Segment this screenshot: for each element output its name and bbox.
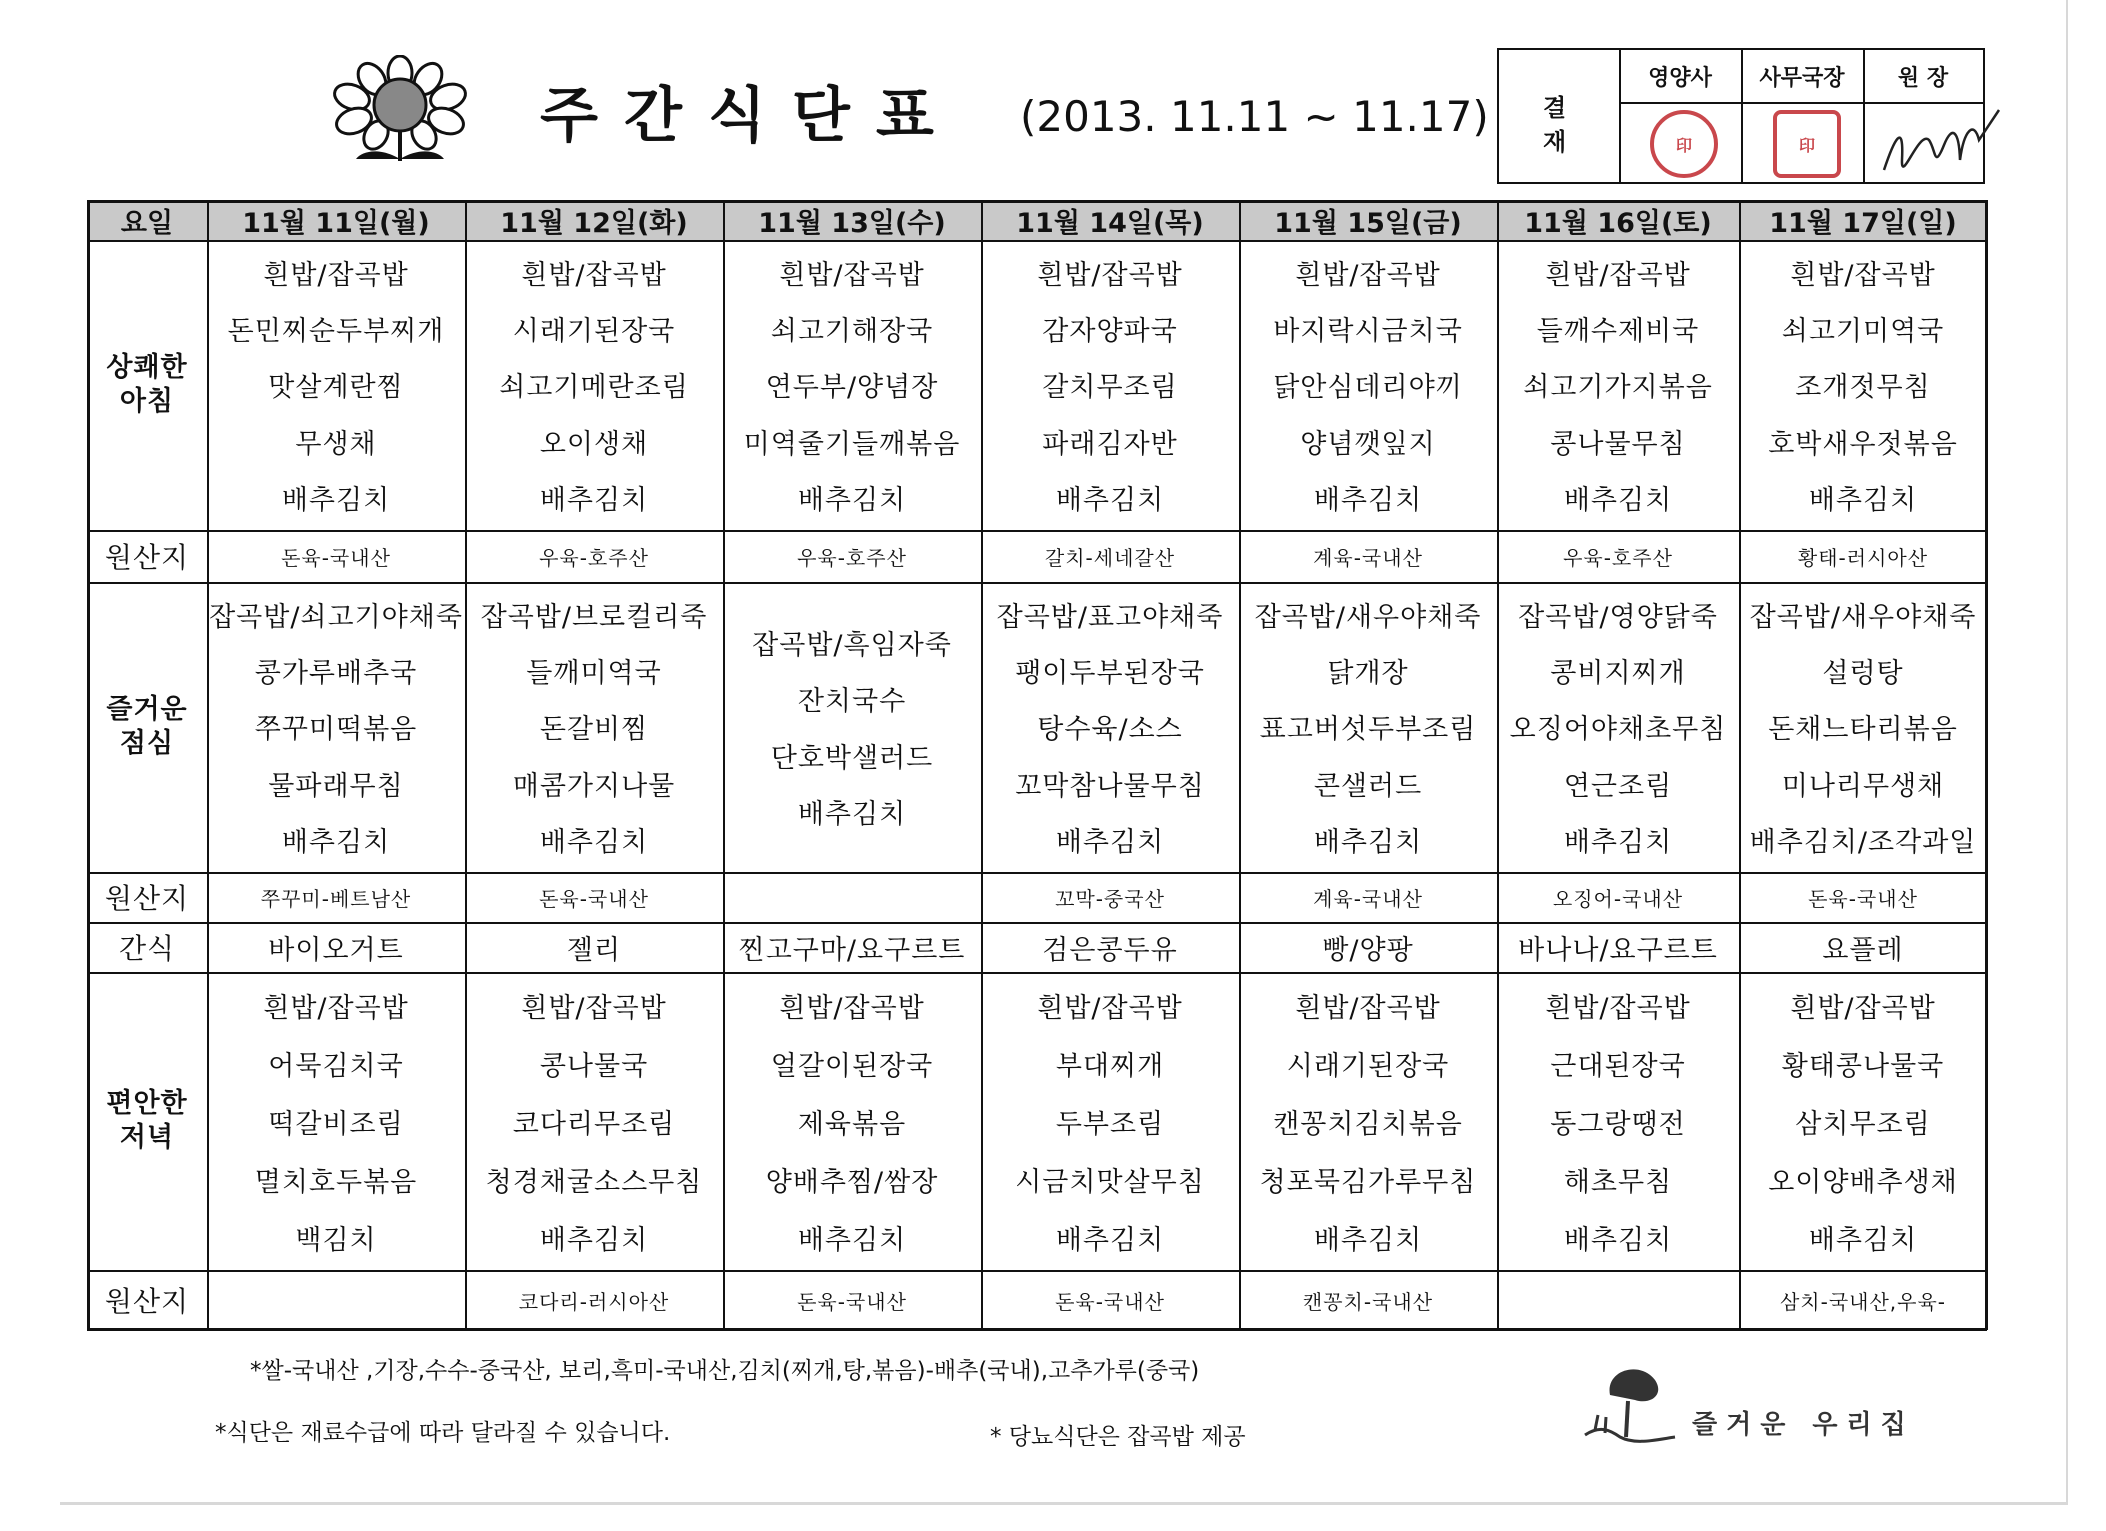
lunch-menu-item: 닭개장 [1327,658,1409,690]
lunch-menu-item: 콩비지찌개 [1550,658,1686,690]
breakfast-menu-item: 흰밥/잡곡밥 [1037,259,1183,291]
row-divider [87,530,1987,532]
breakfast-menu-item: 시래기된장국 [512,316,676,348]
dinner-menu-item: 양배추찜/쌈장 [765,1166,939,1198]
snack-item: 바이오거트 [268,934,404,966]
dinner-menu-item: 흰밥/잡곡밥 [1037,992,1183,1024]
snack-item: 요플레 [1822,934,1904,966]
snack-item: 바나나/요구르트 [1518,934,1718,966]
lunch-menu-item: 배추김치/조각과일 [1749,827,1977,859]
dinner-menu-item: 떡갈비조림 [268,1108,404,1140]
breakfast-menu-item: 쇠고기미역국 [1781,316,1945,348]
breakfast-menu-item: 양념깻잎지 [1300,428,1436,460]
approval-role-dietitian: 영양사 [1619,50,1743,104]
lunch-menu-item: 배추김치 [1563,827,1673,859]
lunch-menu-item: 잡곡밥/새우야채죽 [1749,601,1977,633]
lunch-origin: 꼬막-중국산 [1055,886,1165,911]
breakfast-origin: 우육-호주산 [539,545,649,570]
approval-box [1497,48,1985,184]
breakfast-menu-item: 배추김치 [1808,485,1918,517]
lunch-menu-item: 콘샐러드 [1313,770,1423,802]
dinner-menu-item: 배추김치 [1313,1224,1423,1256]
snack-item: 검은콩두유 [1042,934,1178,966]
breakfast-menu-item: 흰밥/잡곡밥 [1295,259,1441,291]
day-header: 11월 17일(일) [1739,200,1987,240]
snack-item: 젤리 [566,934,622,966]
breakfast-menu-item: 배추김치 [797,485,907,517]
lunch-menu-item: 단호박샐러드 [770,742,934,774]
dinner-menu-item: 멸치호두볶음 [254,1166,418,1198]
breakfast-menu-item: 오이생채 [539,428,649,460]
scan-edge-right [2066,0,2068,1505]
dinner-menu-item: 백김치 [295,1224,377,1256]
approval-role-director: 원 장 [1863,50,1983,104]
dinner-menu-item: 오이양배추생채 [1768,1166,1958,1198]
breakfast-menu-item: 배추김치 [1313,485,1423,517]
dinner-menu-item: 배추김치 [1055,1224,1165,1256]
breakfast-menu-item: 갈치무조림 [1042,372,1178,404]
row-divider [87,872,1987,874]
dinner-menu-item: 청경채굴소스무침 [485,1166,703,1198]
day-header: 11월 14일(목) [981,200,1239,240]
dinner-menu-item: 시금치맛살무침 [1015,1166,1205,1198]
breakfast-menu-item: 배추김치 [539,485,649,517]
lunch-menu-item: 잡곡밥/표고야채죽 [996,601,1224,633]
page-title: 주간식단표 [540,81,960,151]
row-divider [87,972,1987,974]
lunch-origin: 계육-국내산 [1313,886,1423,911]
lunch-menu-item: 물파래무침 [268,770,404,802]
dinner-label: 편안한 저녁 [106,1088,188,1153]
lunch-menu-item: 잡곡밥/새우야채죽 [1254,601,1482,633]
lunch-label: 즐거운 점심 [106,694,188,759]
breakfast-menu-item: 파래김자반 [1042,428,1178,460]
day-header: 11월 11일(월) [207,200,465,240]
breakfast-menu-item: 흰밥/잡곡밥 [779,259,925,291]
lunch-menu-item: 콩가루배추국 [254,658,418,690]
dinner-origin [207,1270,465,1330]
breakfast-menu-item: 콩나물무침 [1550,428,1686,460]
dinner-menu-item: 두부조림 [1055,1108,1165,1140]
lunch-menu-item: 배추김치 [1313,827,1423,859]
snack-item: 찐고구마/요구르트 [738,934,966,966]
breakfast-origin: 갈치-세네갈산 [1044,545,1176,570]
dinner-menu-item: 콩나물국 [539,1050,649,1082]
lunch-menu-item: 잡곡밥/영양닭죽 [1518,601,1718,633]
breakfast-origin-label: 원산지 [104,541,190,574]
dinner-menu-item: 배추김치 [797,1224,907,1256]
approval-label [1499,50,1621,182]
breakfast-menu-item: 호박새우젓볶음 [1768,428,1958,460]
header-corner: 요일 [87,200,207,240]
lunch-origin [723,872,981,922]
snack-label: 간식 [118,932,176,965]
lunch-menu-item: 꼬막참나물무침 [1015,770,1205,802]
lunch-menu-item: 미나리무생채 [1781,770,1945,802]
lunch-menu-item: 쭈꾸미떡볶음 [254,714,418,746]
dinner-origin-label: 원산지 [104,1285,190,1318]
lunch-menu-item: 들깨미역국 [526,658,662,690]
breakfast-menu-item: 쇠고기가지볶음 [1523,372,1713,404]
lunch-origin: 오징어-국내산 [1552,886,1684,911]
breakfast-menu-item: 무생채 [295,428,377,460]
dinner-menu-item: 어묵김치국 [268,1050,404,1082]
dinner-menu-item: 청포묵김가루무침 [1259,1166,1477,1198]
row-divider [87,922,1987,924]
row-divider [87,1270,1987,1272]
flower-icon [300,55,500,165]
scan-edge-bottom [60,1502,2068,1505]
lunch-menu-item: 팽이두부된장국 [1015,658,1205,690]
breakfast-menu-item: 닭안심데리야끼 [1273,372,1463,404]
lunch-menu-item: 잔치국수 [797,686,907,718]
day-header: 11월 15일(금) [1239,200,1497,240]
dinner-origin: 코다리-러시아산 [518,1289,670,1314]
breakfast-menu-item: 조개젓무침 [1795,372,1931,404]
column-divider [1985,200,1988,1330]
dinner-origin: 돈육-국내산 [797,1289,907,1314]
office-head-seal-icon: 印 [1773,110,1841,178]
breakfast-origin: 계육-국내산 [1313,545,1423,570]
dinner-menu-item: 황태콩나물국 [1781,1050,1945,1082]
lunch-menu-item: 배추김치 [539,827,649,859]
lunch-menu-item: 설렁탕 [1822,658,1904,690]
lunch-menu-item: 돈갈비찜 [539,714,649,746]
dinner-menu-item: 제육볶음 [797,1108,907,1140]
breakfast-origin: 돈육-국내산 [281,545,391,570]
breakfast-menu-item: 흰밥/잡곡밥 [521,259,667,291]
day-header: 11월 16일(토) [1497,200,1739,240]
dinner-menu-item: 흰밥/잡곡밥 [521,992,667,1024]
column-divider [1739,200,1741,1330]
lunch-menu-item: 잡곡밥/브로컬리죽 [480,601,708,633]
dinner-menu-item: 캔꽁치김치볶음 [1273,1108,1463,1140]
approval-label-top: 결 [1543,94,1567,122]
dinner-menu-item: 코다리무조림 [512,1108,676,1140]
column-divider [87,200,90,1330]
director-signature-icon [1874,100,2004,190]
lunch-menu-item: 오징어야채초무침 [1509,714,1727,746]
dinner-origin [1497,1270,1739,1330]
dinner-menu-item: 배추김치 [539,1224,649,1256]
lunch-origin-label: 원산지 [104,882,190,915]
day-header: 11월 13일(수) [723,200,981,240]
lunch-menu-item: 잡곡밥/쇠고기야채죽 [209,601,463,633]
breakfast-label: 상쾌한 아침 [106,352,188,417]
dinner-menu-item: 시래기된장국 [1286,1050,1450,1082]
breakfast-menu-item: 흰밥/잡곡밥 [263,259,409,291]
house-logo-icon [1580,1345,1680,1445]
lunch-origin: 돈육-국내산 [539,886,649,911]
row-divider [87,240,1987,242]
dinner-menu-item: 근대된장국 [1550,1050,1686,1082]
dinner-menu-item: 동그랑땡전 [1550,1108,1686,1140]
column-divider [1239,200,1241,1330]
dinner-menu-item: 해초무침 [1563,1166,1673,1198]
column-divider [981,200,983,1330]
dinner-origin: 캔꽁치-국내산 [1302,1289,1434,1314]
lunch-menu-item: 배추김치 [281,827,391,859]
breakfast-menu-item: 배추김치 [1055,485,1165,517]
column-divider [1497,200,1499,1330]
breakfast-menu-item: 들깨수제비국 [1536,316,1700,348]
diabetes-footnote: * 당뇨식단은 잡곡밥 제공 [990,1424,1246,1450]
breakfast-menu-item: 쇠고기메란조림 [499,372,689,404]
column-divider [207,200,209,1330]
breakfast-menu-item: 배추김치 [1563,485,1673,517]
row-divider [87,1328,1987,1331]
row-divider [87,582,1987,584]
row-divider [87,200,1987,203]
day-header: 11월 12일(화) [465,200,723,240]
dinner-menu-item: 흰밥/잡곡밥 [263,992,409,1024]
breakfast-menu-item: 미역줄기들깨볶음 [743,428,961,460]
column-divider [723,200,725,1330]
breakfast-menu-item: 흰밥/잡곡밥 [1790,259,1936,291]
lunch-origin: 쭈꾸미-베트남산 [260,886,412,911]
breakfast-origin: 황태-러시아산 [1797,545,1929,570]
breakfast-menu-item: 돈민찌순두부찌개 [227,316,445,348]
breakfast-menu-item: 맛살계란찜 [268,372,404,404]
lunch-menu-item: 탕수육/소스 [1037,714,1183,746]
dinner-menu-item: 부대찌개 [1055,1050,1165,1082]
dinner-menu-item: 흰밥/잡곡밥 [1545,992,1691,1024]
lunch-menu-item: 매콤가지나물 [512,770,676,802]
breakfast-menu-item: 흰밥/잡곡밥 [1545,259,1691,291]
breakfast-menu-item: 배추김치 [281,485,391,517]
breakfast-menu-item: 쇠고기해장국 [770,316,934,348]
lunch-menu-item: 표고버섯두부조림 [1259,714,1477,746]
dinner-menu-item: 흰밥/잡곡밥 [1295,992,1441,1024]
lunch-menu-item: 연근조림 [1563,770,1673,802]
dinner-menu-item: 삼치무조림 [1795,1108,1931,1140]
approval-label-bottom: 재 [1543,128,1567,156]
lunch-menu-item: 잡곡밥/흑임자죽 [752,629,952,661]
snack-item: 빵/양팡 [1322,934,1414,966]
lunch-menu-item: 배추김치 [1055,827,1165,859]
breakfast-menu-item: 감자양파국 [1042,316,1178,348]
column-divider [465,200,467,1330]
dinner-menu-item: 흰밥/잡곡밥 [779,992,925,1024]
dinner-menu-item: 얼갈이된장국 [770,1050,934,1082]
change-footnote: *식단은 재료수급에 따라 달라질 수 있습니다. [215,1420,671,1446]
lunch-menu-item: 배추김치 [797,799,907,831]
weekly-menu-table [87,200,1987,1330]
dietitian-seal-icon: 印 [1650,110,1718,178]
dinner-menu-item: 흰밥/잡곡밥 [1790,992,1936,1024]
breakfast-menu-item: 연두부/양념장 [765,372,939,404]
dinner-origin: 삼치-국내산,우육- [1779,1289,1947,1314]
lunch-origin: 돈육-국내산 [1808,886,1918,911]
origin-footnote: *쌀-국내산 ,기장,수수-중국산, 보리,흑미-국내산,김치(찌개,탕,볶음)-배추(국내),고추가루(중국) [250,1358,1200,1384]
dinner-menu-item: 배추김치 [1563,1224,1673,1256]
dinner-menu-item: 배추김치 [1808,1224,1918,1256]
lunch-menu-item: 돈채느타리볶음 [1768,714,1958,746]
breakfast-menu-item: 바지락시금치국 [1273,316,1463,348]
logo-text: 즐거운 우리집 [1692,1410,1915,1440]
menu-period: (2013. 11.11 ~ 11.17) [1020,92,1489,141]
breakfast-origin: 우육-호주산 [797,545,907,570]
dinner-origin: 돈육-국내산 [1055,1289,1165,1314]
breakfast-origin: 우육-호주산 [1563,545,1673,570]
approval-role-office-head: 사무국장 [1741,50,1865,104]
